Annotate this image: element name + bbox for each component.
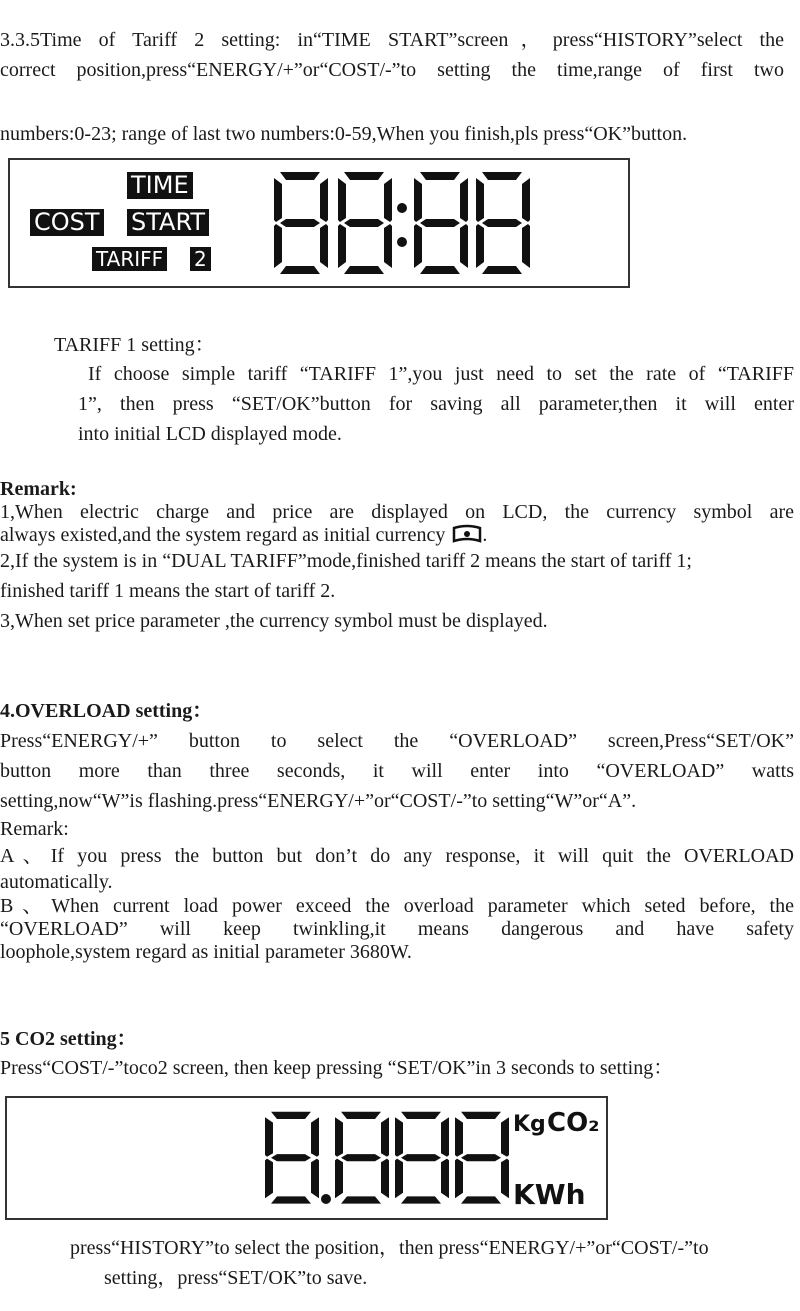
co2-heading: 5 CO2 setting：: [0, 1028, 137, 1050]
segment-colon-top: [397, 203, 407, 213]
overload-b-line-3: loophole,system regard as initial parameter 3680W.: [0, 941, 412, 963]
tariff1-line-2: 1”, then press “SET/OK”button for saving all parameter,then it will enter: [78, 393, 794, 415]
remark-line-3: 2,If the system is in “DUAL TARIFF”mode,finished tariff 2 means the start of tariff 1;: [0, 550, 692, 572]
overload-a-line-1: A、If you press the button but don’t do any response, it will quit the OVERLOAD: [0, 845, 794, 867]
final-line-2: setting，press“SET/OK”to save.: [104, 1267, 368, 1289]
lcd-label-time: TIME: [127, 172, 193, 199]
lcd-label-tariff-number: 2: [190, 247, 211, 271]
segment-colon-bottom: [397, 237, 407, 247]
lcd-co2-panel: [5, 1096, 608, 1220]
remark-heading: Remark:: [0, 478, 77, 500]
segment-digit-2: [338, 172, 392, 274]
co2-line-1: Press“COST/-”toco2 screen, then keep pressing “SET/OK”in 3 seconds to setting：: [0, 1057, 674, 1079]
remark-line-2-end: .: [482, 524, 488, 546]
section-335-line-1: 3.3.5Time of Tariff 2 setting: in“TIME START”screen，press“HISTORY”select the: [0, 29, 784, 51]
final-line-1: press“HISTORY”to select the position，then press“ENERGY/+”or“COST/-”to: [70, 1237, 709, 1259]
overload-heading: 4.OVERLOAD setting：: [0, 700, 213, 722]
segment-digit-3: [414, 172, 468, 274]
lcd-label-cost: COST: [30, 209, 104, 236]
segment-digit-3: [395, 1112, 449, 1204]
section-335-line-3: numbers:0-23; range of last two numbers:0-59,When you finish,pls press“OK”button.: [0, 123, 688, 145]
lcd-unit-co2: CO₂: [547, 1108, 600, 1138]
tariff1-line-3: into initial LCD displayed mode.: [78, 423, 342, 445]
overload-b-line-2: “OVERLOAD” will keep twinkling,it means dangerous and have safety: [0, 918, 794, 940]
currency-symbol-icon: [452, 524, 482, 544]
remark-line-2: [0, 523, 487, 547]
lcd-unit-kg: Kg: [513, 1112, 546, 1137]
lcd-seven-segment-time-display: [272, 170, 532, 278]
lcd-label-tariff: TARIFF: [92, 247, 167, 271]
section-335-line-2: correct position,press“ENERGY/+”or“COST/-”to setting the time,range of first two: [0, 59, 784, 81]
overload-line-3: setting,now“W”is flashing.press“ENERGY/+”or“COST/-”to setting“W”or“A”.: [0, 790, 637, 812]
remark-line-5: 3,When set price parameter ,the currency symbol must be displayed.: [0, 610, 548, 632]
lcd-label-start: START: [127, 209, 209, 236]
tariff1-line-1: If choose simple tariff “TARIFF 1”,you just need to set the rate of “TARIFF: [88, 363, 794, 385]
segment-digit-4: [476, 172, 530, 274]
remark-line-1: 1,When electric charge and price are displayed on LCD, the currency symbol are: [0, 501, 794, 523]
remark-line-2-text: always existed,and the system regard as initial currency: [0, 524, 446, 546]
segment-digit-1: [274, 172, 328, 274]
overload-b-line-1: B、When current load power exceed the overload parameter which seted before, the: [0, 895, 794, 917]
lcd-unit-kwh: KWh: [513, 1178, 586, 1211]
lcd-seven-segment-co2-display: [263, 1110, 513, 1208]
overload-a-line-2: automatically.: [0, 871, 113, 893]
segment-decimal-point: [321, 1194, 331, 1204]
overload-line-2: button more than three seconds, it will enter into “OVERLOAD” watts: [0, 760, 794, 782]
tariff1-heading: TARIFF 1 setting：: [54, 334, 215, 356]
segment-digit-1: [265, 1112, 319, 1204]
remark-line-4: finished tariff 1 means the start of tariff 2.: [0, 580, 336, 602]
overload-remark: Remark:: [0, 818, 69, 840]
segment-digit-2: [335, 1112, 389, 1204]
segment-digit-4: [455, 1112, 509, 1204]
lcd-time-panel: [8, 158, 630, 288]
overload-line-1: Press“ENERGY/+” button to select the “OVERLOAD” screen,Press“SET/OK”: [0, 730, 794, 752]
